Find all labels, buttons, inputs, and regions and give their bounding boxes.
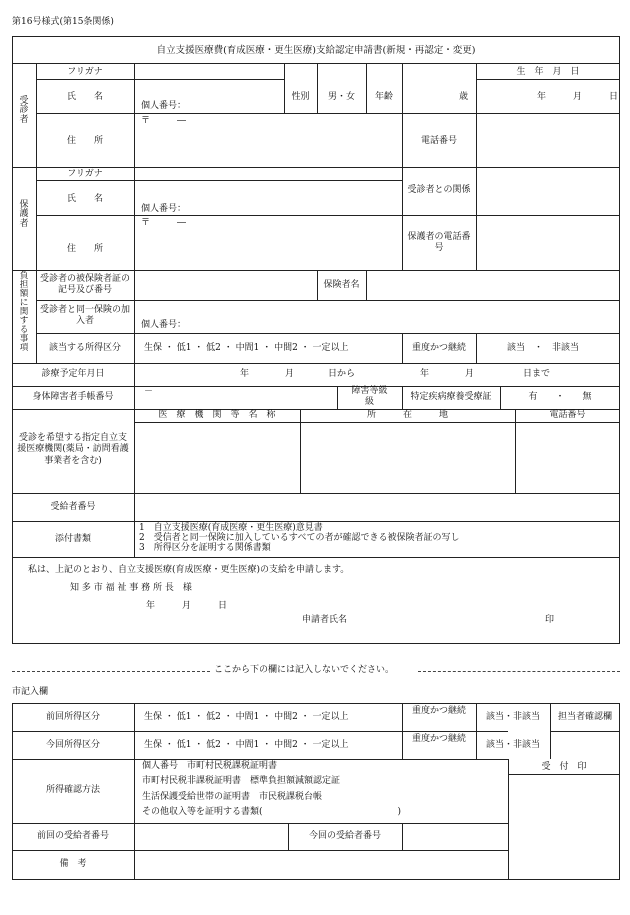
addressee: 知 多 市 福 祉 事 務 所 長 様	[70, 583, 192, 593]
insurance-card-label: 受診者の被保険者証の記号及び番号	[39, 274, 130, 296]
disability-book-dash: －	[144, 387, 154, 397]
patient-name-label: 氏 名	[66, 92, 103, 102]
attachment-item: 2 受信者と同一保険に加入しているすべての者が確認できる被保険者証の写し	[139, 533, 460, 543]
insurer-label: 保険者名	[323, 280, 360, 290]
previous-applicable-options[interactable]: 該当・非該当	[485, 712, 540, 722]
application-form	[12, 36, 620, 644]
previous-income-class-options[interactable]: 生保 ・ 低1 ・ 低2 ・ 中間1 ・ 中間2 ・ 一定以上	[144, 712, 349, 722]
gender-options[interactable]: 男・女	[327, 92, 355, 102]
patient-postal-code[interactable]: 〒 ―	[141, 116, 187, 126]
birthdate-header: 生 年 月 日	[516, 67, 580, 77]
institution-phone-header: 電話番号	[549, 410, 586, 420]
same-insurance-label: 受診者と同一保険の加入者	[40, 305, 131, 327]
patient-section-label: 受診者	[19, 96, 29, 125]
patient-furigana-label: フリガナ	[67, 67, 103, 77]
current-applicable-options[interactable]: 該当・非該当	[485, 740, 540, 750]
applicant-name-label: 申請者氏名	[302, 615, 348, 625]
disability-book-label: 身体障害者手帳番号	[32, 392, 114, 402]
visit-to-day: 日まで	[523, 369, 551, 379]
cutline-note: ここから下の欄には記入しないでください。	[214, 665, 395, 675]
birthdate-field[interactable]: 年 月 日	[536, 92, 618, 102]
relation-label: 受診者との関係	[407, 185, 471, 195]
verification-method-item: 個人番号 市町村民税課税証明書	[142, 761, 278, 771]
patient-personal-number-label: 個人番号：	[141, 101, 187, 111]
income-verification-label: 所得確認方法	[45, 785, 100, 795]
declaration-text: 私は、上記のとおり、自立支援医療(育成医療・更生医療)の支給を申請します。	[28, 565, 350, 575]
severe-continuous-label: 重度かつ継続	[411, 343, 466, 353]
visit-from-year-month[interactable]: 年 月	[240, 369, 295, 379]
previous-severe-label: 重度かつ継続	[411, 706, 466, 716]
patient-phone-label: 電話番号	[420, 136, 457, 146]
guardian-address-label: 住 所	[66, 244, 103, 254]
cutline-right	[418, 671, 620, 672]
specific-disease-label: 特定疾病療養受療証	[410, 392, 492, 402]
guardian-name-label: 氏 名	[66, 194, 103, 204]
verification-method-item: 生活保護受給世帯の証明書 市民税課税台帳	[142, 792, 323, 802]
guardian-postal-code[interactable]: 〒 ―	[141, 218, 187, 228]
visit-to-year-month[interactable]: 年 月	[420, 369, 475, 379]
application-date[interactable]: 年 月 日	[146, 601, 228, 611]
institution-label: 受診を希望する指定自立支援医療機関(薬局・訪問看護事業者を含む)	[17, 433, 129, 466]
staff-check-label: 担当者確認欄	[557, 712, 612, 722]
form-number: 第16号様式(第15条関係)	[12, 17, 114, 27]
age-label: 年齢	[374, 92, 393, 102]
visit-date-label: 診療予定年月日	[41, 369, 105, 379]
seal-mark: 印	[545, 615, 555, 625]
income-class-label: 該当する所得区分	[48, 343, 121, 353]
remarks-label: 備 考	[59, 859, 87, 869]
visit-from-day: 日から	[328, 369, 356, 379]
disability-grade-unit: 級	[364, 397, 374, 407]
same-insurance-personal-number: 個人番号：	[141, 320, 187, 330]
attachment-item: 3 所得区分を証明する関係書類	[139, 543, 271, 553]
severe-applicable-options[interactable]: 該当 ・ 非該当	[507, 343, 580, 353]
patient-address-label: 住 所	[66, 136, 103, 146]
income-class-options[interactable]: 生保 ・ 低1 ・ 低2 ・ 中間1 ・ 中間2 ・ 一定以上	[144, 343, 349, 353]
previous-recipient-number-label: 前回の受給者番号	[36, 831, 109, 841]
current-recipient-number-label: 今回の受給者番号	[308, 831, 381, 841]
previous-income-class-label: 前回所得区分	[45, 712, 100, 722]
cutline-left	[12, 671, 210, 672]
current-income-class-label: 今回所得区分	[45, 740, 100, 750]
guardian-section-label: 保護者	[19, 200, 29, 229]
gender-label: 性別	[291, 92, 310, 102]
guardian-phone-label: 保護者の電話番号	[407, 232, 471, 254]
receipt-stamp-label: 受 付 印	[541, 762, 587, 772]
burden-section-label: 負担額に関する事項	[19, 271, 29, 354]
institution-address-header: 所 在 地	[366, 410, 448, 420]
disability-grade-label: 障害等級	[351, 386, 388, 396]
verification-method-item: その他収入等を証明する書類( )	[142, 807, 402, 817]
guardian-personal-number-label: 個人番号：	[141, 204, 187, 214]
form-title: 自立支援医療費(育成医療・更生医療)支給認定申請書(新規・再認定・変更)	[156, 45, 476, 56]
age-unit: 歳	[459, 92, 469, 102]
verification-method-item: 市町村民税非課税証明書 標準負担額減額認定証	[142, 776, 341, 786]
guardian-furigana-label: フリガナ	[67, 169, 103, 179]
specific-disease-options[interactable]: 有 ・ 無	[528, 392, 592, 402]
current-income-class-options[interactable]: 生保 ・ 低1 ・ 低2 ・ 中間1 ・ 中間2 ・ 一定以上	[144, 740, 349, 750]
attachment-item: 1 自立支援医療(育成医療・更生医療)意見書	[139, 523, 323, 533]
institution-name-header: 医 療 機 関 等 名 称	[158, 410, 276, 420]
attachments-label: 添付書類	[54, 534, 91, 544]
office-use-heading: 市記入欄	[12, 687, 49, 697]
current-severe-label: 重度かつ継続	[411, 734, 466, 744]
recipient-number-label: 受給者番号	[50, 502, 96, 512]
